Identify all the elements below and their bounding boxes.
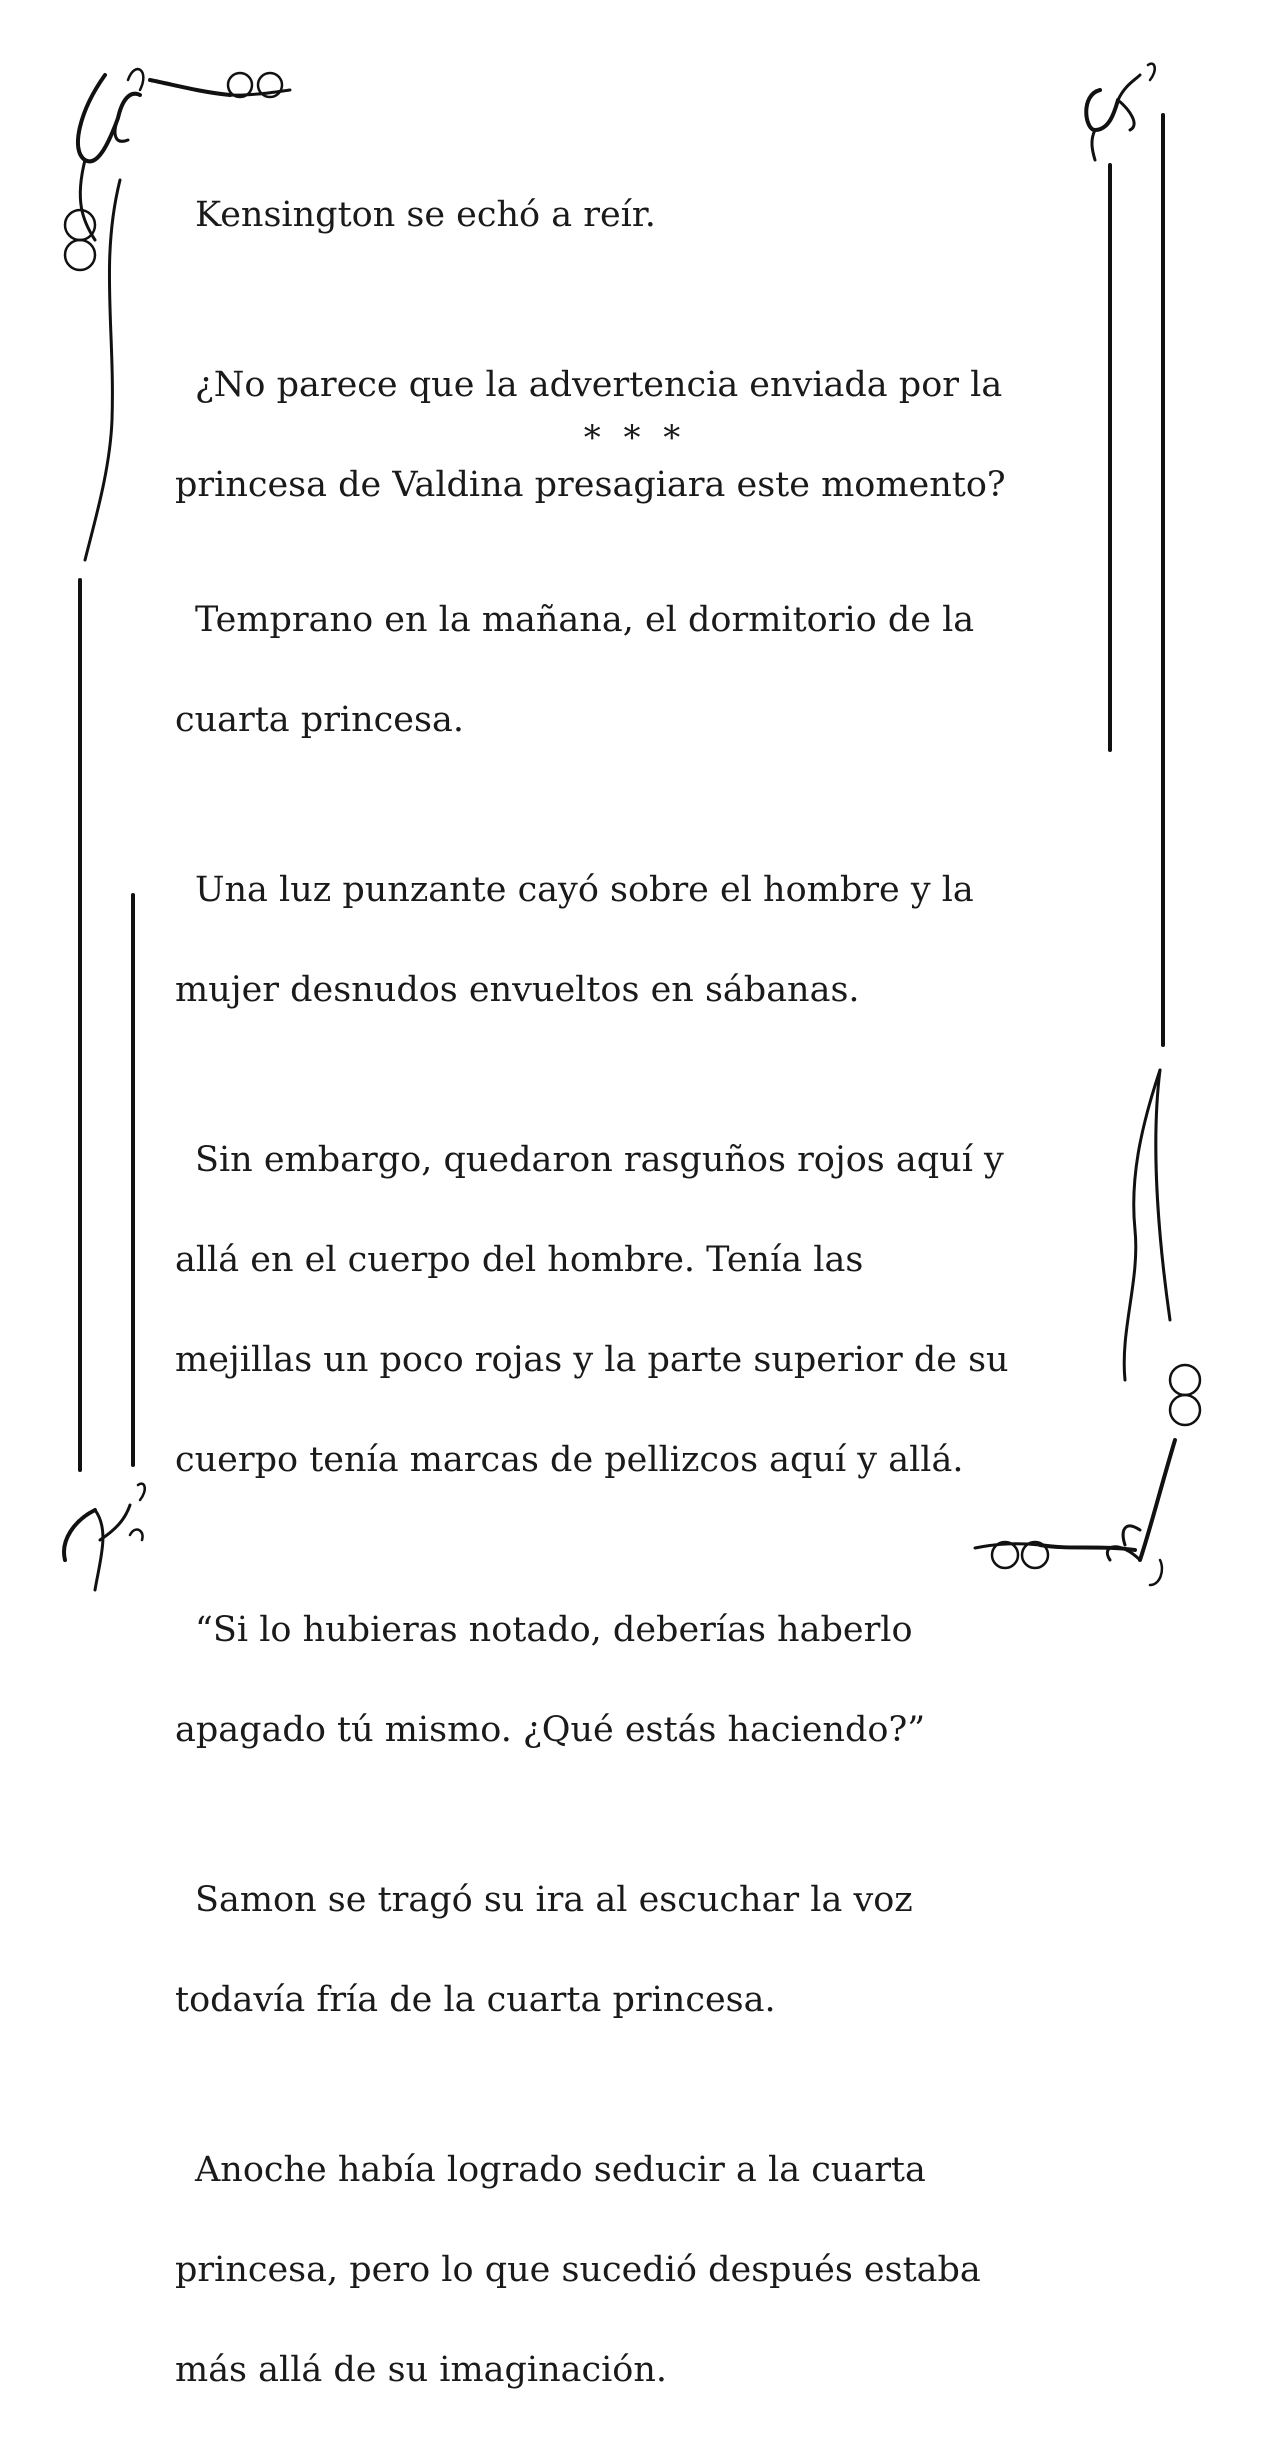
text-line: cuerpo tenía marcas de pellizcos aquí y allá. bbox=[175, 1440, 964, 1480]
text-line: Samon se tragó su ira al escuchar la voz bbox=[195, 1880, 913, 1920]
text-line: Una luz punzante cayó sobre el hombre y la bbox=[195, 870, 974, 910]
bottom-left-flourish bbox=[64, 1484, 145, 1590]
paragraph-4 bbox=[175, 815, 1095, 1065]
text-line: Sin embargo, quedaron rasguños rojos aquí y bbox=[195, 1140, 1004, 1180]
text-line: apagado tú mismo. ¿Qué estás haciendo?” bbox=[175, 1710, 926, 1750]
text-line: princesa, pero lo que sucedió después estaba bbox=[175, 2250, 981, 2290]
paragraph-6 bbox=[175, 1555, 1095, 1805]
text-line: mujer desnudos envueltos en sábanas. bbox=[175, 970, 860, 1010]
text-line: ¿No parece que la advertencia enviada por la bbox=[195, 365, 1003, 405]
text-line: “Si lo hubieras notado, deberías haberlo bbox=[195, 1610, 913, 1650]
text-line: todavía fría de la cuarta princesa. bbox=[175, 1980, 776, 2020]
top-right-flourish bbox=[1086, 64, 1155, 160]
paragraph-1 bbox=[175, 140, 1095, 290]
paragraph-5 bbox=[175, 1085, 1095, 1535]
page-text bbox=[175, 140, 1095, 560]
paragraph-8 bbox=[175, 2095, 1095, 2445]
section-separator: * * * bbox=[583, 418, 687, 458]
text-line: princesa de Valdina presagiara este momento? bbox=[175, 465, 1006, 505]
text-line: mejillas un poco rojas y la parte superior de su bbox=[175, 1340, 1009, 1380]
paragraph-7 bbox=[175, 1825, 1095, 2075]
text-line: Temprano en la mañana, el dormitorio de la bbox=[195, 600, 975, 640]
text-line: allá en el cuerpo del hombre. Tenía las bbox=[175, 1240, 864, 1280]
text-line: más allá de su imaginación. bbox=[175, 2350, 668, 2390]
text-line: Anoche había logrado seducir a la cuarta bbox=[195, 2150, 926, 2190]
text-line: Kensington se echó a reír. bbox=[195, 195, 656, 235]
paragraph-3 bbox=[175, 545, 1095, 795]
page-text-continued bbox=[175, 545, 1095, 2445]
text-line: cuarta princesa. bbox=[175, 700, 464, 740]
